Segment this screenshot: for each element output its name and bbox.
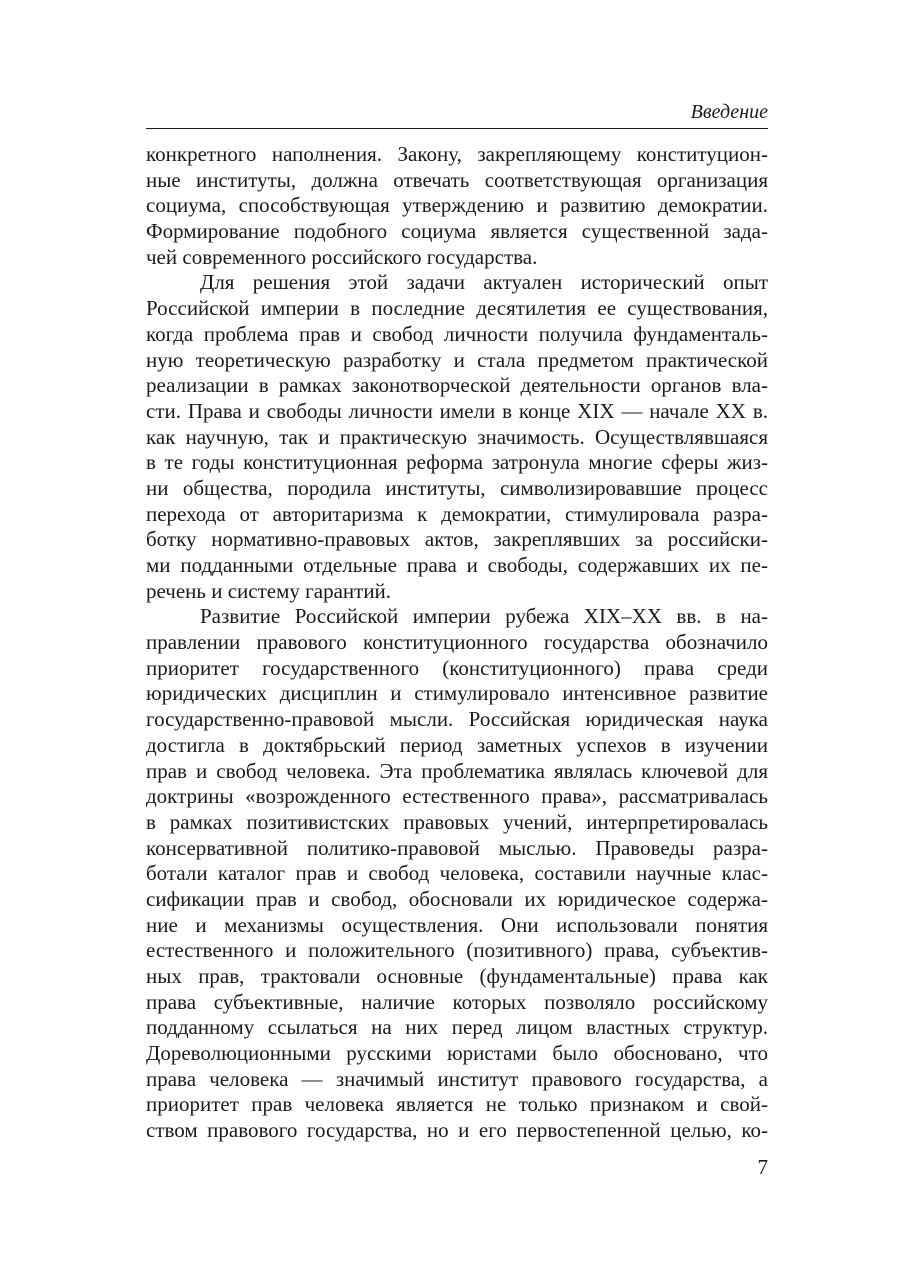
paragraph-1 [146, 142, 768, 270]
section-title: Введение [690, 101, 768, 123]
text-line: когда проблема прав и свобод личности получила фундаменталь- [146, 321, 768, 346]
text-line: перехода от авторитаризма к демократии, стимулировала разра- [146, 501, 768, 526]
paragraph-2 [146, 270, 768, 604]
text-line: конкретного наполнения. Закону, закрепляющему конституцион- [146, 142, 768, 166]
page-number: 7 [757, 1155, 768, 1179]
text-line: подданному ссылаться на них перед лицом властных структур. [146, 1015, 768, 1040]
text-line: Для решения этой задачи актуален исторический опыт [200, 270, 768, 295]
text-line: достигла в доктябрьский период заметных успехов в изучении [146, 732, 768, 757]
text-line: государственно-правовой мысли. Российская юридическая наука [146, 707, 768, 732]
text-line: права человека — значимый институт правового государства, а [146, 1066, 768, 1091]
text-line: сти. Права и свободы личности имели в конце XIX — начале XX в. [146, 398, 768, 423]
text-line: Российской империи в последние десятилетия ее существования, [146, 296, 768, 321]
text-line: прав и свобод человека. Эта проблематика являлась ключевой для [146, 758, 768, 783]
text-line: чей современного российского государства. [146, 244, 538, 269]
text-line: ные институты, должна отвечать соответствующая организация [146, 167, 768, 192]
text-line: ни общества, породила институты, символизировавшие процесс [146, 475, 768, 500]
body-text [146, 142, 768, 1144]
text-line: приоритет государственного (конституционного) права среди [146, 655, 768, 680]
text-line: ние и механизмы осуществления. Они использовали понятия [146, 912, 768, 937]
paragraph-3 [146, 604, 768, 1143]
text-line: как научную, так и практическую значимость. Осуществлявшаяся [146, 424, 768, 449]
text-line: ботку нормативно-правовых актов, закреплявших за российски- [146, 527, 768, 552]
text-line: доктрины «возрожденного естественного права», рассматривалась [146, 784, 768, 809]
text-line: Формирование подобного социума является существенной зада- [146, 219, 768, 244]
text-line: в рамках позитивистских правовых учений, интерпретировалась [146, 809, 768, 834]
text-line: права субъективные, наличие которых позволяло российскому [146, 989, 768, 1014]
text-line: речень и систему гарантий. [146, 578, 392, 603]
text-line: сификации прав и свобод, обосновали их юридическое содержа- [146, 886, 768, 911]
text-line: правлении правового конституционного государства обозначило [146, 630, 768, 655]
text-line: социума, способствующая утверждению и развитию демократии. [146, 193, 768, 218]
text-line: ную теоретическую разработку и стала предметом практической [146, 347, 768, 372]
text-line: Развитие Российской империи рубежа XIX–XX вв. в на- [200, 604, 768, 629]
text-line: ных прав, трактовали основные (фундаментальные) права как [146, 964, 768, 988]
text-line: реализации в рамках законотворческой деятельности органов вла- [146, 373, 768, 398]
text-line: приоритет прав человека является не только признаком и свой- [146, 1092, 768, 1117]
running-header [146, 100, 768, 129]
text-line: консервативной политико-правовой мыслью. Правоведы разра- [146, 835, 768, 860]
text-line: ством правового государства, но и его первостепенной целью, ко- [146, 1118, 768, 1143]
text-line: в те годы конституционная реформа затронула многие сферы жиз- [146, 450, 768, 475]
text-line: ми подданными отдельные права и свободы, содержавших их пе- [146, 553, 768, 577]
text-line: юридических дисциплин и стимулировало интенсивное развитие [146, 681, 768, 706]
text-line: естественного и положительного (позитивного) права, субъектив- [146, 938, 768, 963]
text-line: Дореволюционными русскими юристами было обосновано, что [146, 1041, 768, 1066]
text-line: ботали каталог прав и свобод человека, составили научные клас- [146, 861, 768, 886]
